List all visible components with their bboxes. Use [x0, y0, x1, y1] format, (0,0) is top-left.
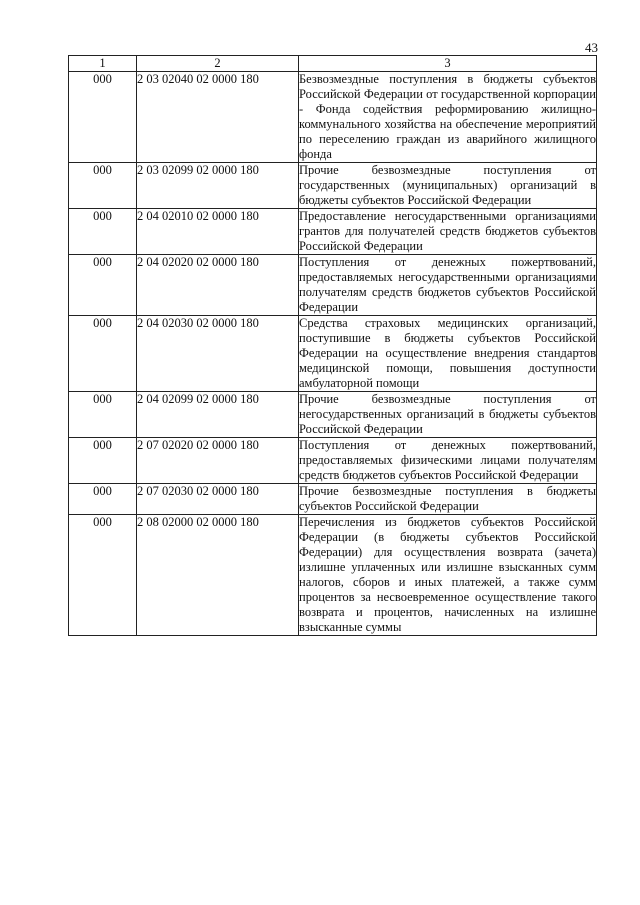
budget-code-cell: 2 07 02030 02 0000 180 — [137, 484, 299, 515]
budget-code-cell: 2 04 02099 02 0000 180 — [137, 392, 299, 438]
budget-codes-table — [68, 55, 597, 636]
table-row — [69, 438, 597, 484]
revenue-name-cell: Предоставление негосударственными организациями грантов для получателей средств бюджетов субъектов Российской Федерации — [299, 209, 596, 253]
table-row — [69, 255, 597, 316]
column-header-2: 2 — [137, 56, 299, 72]
admin-code-cell: 000 — [69, 316, 137, 392]
admin-code-cell: 000 — [69, 392, 137, 438]
revenue-name-cell: Прочие безвозмездные поступления от негосударственных организаций в бюджеты субъектов Российской Федерации — [299, 392, 596, 436]
table-row — [69, 163, 597, 209]
revenue-name-cell: Безвозмездные поступления в бюджеты субъектов Российской Федерации от государственной корпорации - Фонда содействия реформированию жилищно-коммунального хозяйства на обеспечение мероприятий по переселению граждан из аварийного жилищного фонда — [299, 72, 596, 161]
table-row — [69, 316, 597, 392]
table-row — [69, 72, 597, 163]
admin-code-cell: 000 — [69, 255, 137, 316]
column-header-3: 3 — [299, 56, 597, 72]
revenue-name-cell: Прочие безвозмездные поступления в бюджеты субъектов Российской Федерации — [299, 484, 596, 513]
admin-code-cell: 000 — [69, 484, 137, 515]
admin-code-cell: 000 — [69, 72, 137, 163]
table-row — [69, 392, 597, 438]
table-header-row — [69, 56, 597, 72]
table-row — [69, 209, 597, 255]
admin-code-cell: 000 — [69, 438, 137, 484]
table-row — [69, 484, 597, 515]
admin-code-cell: 000 — [69, 515, 137, 636]
table-row — [69, 515, 597, 636]
revenue-name-cell: Средства страховых медицинских организаций, поступившие в бюджеты субъектов Российской Федерации на осуществление внедрения стандартов медицинской помощи, повышения доступности амбулаторной помощи — [299, 316, 596, 390]
budget-code-cell: 2 07 02020 02 0000 180 — [137, 438, 299, 484]
budget-code-cell: 2 03 02099 02 0000 180 — [137, 163, 299, 209]
column-header-1: 1 — [69, 56, 137, 72]
revenue-name-cell: Поступления от денежных пожертвований, предоставляемых физическими лицами получателям средств бюджетов субъектов Российской Федерации — [299, 438, 596, 482]
revenue-name-cell: Прочие безвозмездные поступления от государственных (муниципальных) организаций в бюджеты субъектов Российской Федерации — [299, 163, 596, 207]
revenue-name-cell: Перечисления из бюджетов субъектов Российской Федерации (в бюджеты субъектов Российской Федерации) для осуществления возврата (зачета) излишне уплаченных или излишне взысканных сумм налогов, сборов и иных платежей, а также сумм процентов за несвоевременное осуществление такого возврата и процентов, начисленных на излишне взысканные суммы — [299, 515, 596, 634]
budget-code-cell: 2 04 02010 02 0000 180 — [137, 209, 299, 255]
page-number: 43 — [585, 40, 598, 55]
revenue-name-cell: Поступления от денежных пожертвований, предоставляемых негосударственными организациями получателям средств бюджетов субъектов Российской Федерации — [299, 255, 596, 314]
admin-code-cell: 000 — [69, 163, 137, 209]
budget-code-cell: 2 08 02000 02 0000 180 — [137, 515, 299, 636]
admin-code-cell: 000 — [69, 209, 137, 255]
budget-code-cell: 2 04 02020 02 0000 180 — [137, 255, 299, 316]
budget-code-cell: 2 04 02030 02 0000 180 — [137, 316, 299, 392]
budget-code-cell: 2 03 02040 02 0000 180 — [137, 72, 299, 163]
